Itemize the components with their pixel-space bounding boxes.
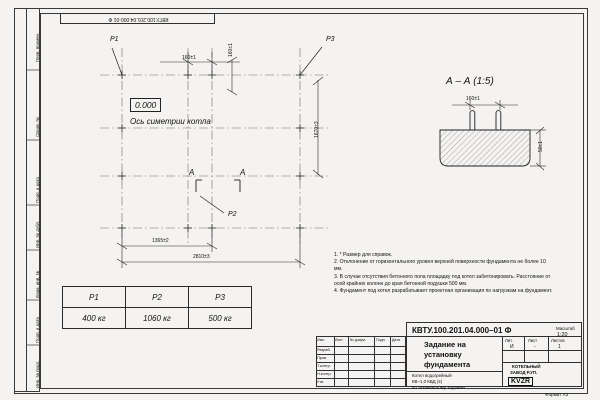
rev-row-label-2: Т.контр. (317, 364, 331, 368)
dim-bottom-1365: 1365±2 (152, 238, 169, 244)
dim-right-1670: 1670±3 (314, 121, 320, 138)
load-value-p1: 400 кг (63, 308, 126, 329)
load-table (62, 286, 252, 329)
dim-bottom-2810: 2810±3 (193, 254, 210, 260)
col-header-izm: Изм. (317, 338, 325, 342)
load-header-p2: Р2 (125, 287, 188, 308)
strip-label-6: Инв. № подл. (35, 360, 40, 388)
title-block-div-1 (406, 336, 582, 337)
dim-top-160: 160±1 (182, 55, 196, 61)
stage-header-sheets: Листов (551, 338, 565, 343)
load-header-p3: Р3 (189, 287, 252, 308)
designation: КВТУ.100.201.04.000–01 Ф (412, 326, 512, 335)
strip-label-2: Подп. и дата (35, 177, 40, 203)
notes-list (334, 252, 554, 295)
foundation-block (440, 130, 530, 166)
stage-value-sheet: - (534, 344, 536, 350)
rev-row-4 (316, 378, 406, 379)
note-1: 1. * Размер для справок. (334, 252, 393, 258)
title-block-div-5 (406, 371, 502, 372)
rev-row-label-3: Н.контр. (317, 372, 332, 376)
company-line-1: КОТЕЛЬНЫЙ (512, 364, 541, 369)
rev-row-3 (316, 370, 406, 371)
title-line-1: Задание на (424, 340, 466, 349)
title-block-div-3 (502, 350, 582, 351)
mark-p3: Р3 (326, 36, 335, 43)
title-block-div-6 (524, 336, 525, 362)
stage-value-lit: И (510, 344, 514, 350)
title-block-div-4 (502, 362, 582, 363)
strip-label-4: Взам. инв. № (35, 270, 40, 298)
doc-ref-2: КВ–1,0 КВД (4) (412, 379, 443, 384)
col-header-podp: Подп. (376, 338, 386, 342)
level-label: 0.000 (130, 98, 161, 112)
note-3: 3. В случае отсутствия бетонного пола площадку под котел забетонировать. Расстояние от осей крайних колонн до края бетонной подушки 500 мм. (334, 273, 551, 287)
rev-row-0 (316, 346, 406, 347)
company-logo: KVZR (508, 377, 533, 386)
title-line-3: фундамента (424, 360, 471, 369)
note-2: 2. Отклонение от горизонтального уровня верхней поверхности фундамента не более 10 мм. (334, 259, 546, 273)
rev-col-2 (348, 336, 349, 387)
load-value-p2: 1060 кг (125, 308, 188, 329)
rev-col-1 (334, 336, 335, 387)
section-mark-right: А (240, 168, 246, 177)
note-4: 4. Фундамент под котел разрабатывает проектная организация по нагрузкам на фундамент. (334, 288, 553, 295)
scale-label: Масштаб (556, 326, 575, 331)
doc-ref-3: по техническому заданию (412, 385, 465, 390)
dim-top-160-vertical: 160±1 (228, 43, 234, 57)
section-mark-left: А (189, 168, 195, 177)
title-line-2: установку (424, 350, 462, 359)
rev-col-4 (390, 336, 391, 387)
mark-p1: Р1 (110, 36, 119, 43)
top-stamp-text: КВТУ.100.201.04.000-01 Ф (108, 15, 169, 22)
col-header-docum: № докум. (350, 338, 366, 342)
stage-header-lit: Лит. (505, 338, 513, 343)
mark-p2: Р2 (228, 211, 237, 218)
rev-row-1 (316, 354, 406, 355)
col-header-list: Лист (335, 338, 343, 342)
rev-row-label-0: Разраб. (317, 348, 331, 352)
rev-row-label-4: Утв. (317, 380, 325, 384)
strip-label-3: Инв. № дубл. (35, 220, 40, 248)
rev-row-2 (316, 362, 406, 363)
axis-label: Ось симетрии котла (130, 117, 211, 126)
table-row-values (63, 308, 252, 329)
stage-header-sheet: Лист (528, 338, 538, 343)
section-dim-height: 50±1 (538, 140, 544, 152)
col-header-data: Дата (392, 338, 400, 342)
section-dim-width: 160±1 (466, 96, 480, 102)
section-title: А – А (1:5) (446, 76, 494, 87)
stage-value-sheets: 1 (558, 344, 561, 350)
strip-label-1: Справ. № (35, 117, 40, 137)
rev-row-label-1: Пров. (317, 356, 328, 360)
sheet-format: Формат А3 (545, 392, 569, 397)
title-block-div-7 (548, 336, 549, 362)
load-value-p3: 500 кг (189, 308, 252, 329)
company-line-2: ЗАВОД Р.УП. (510, 370, 538, 375)
table-row-headers (63, 287, 252, 308)
strip-label-0: Перв. примен. (35, 32, 40, 62)
strip-label-5: Подп. и дата (35, 317, 40, 343)
doc-ref-1: Котел водогрейный (412, 373, 452, 378)
rev-col-3 (374, 336, 375, 387)
load-header-p1: Р1 (63, 287, 126, 308)
scale-value: 1:20 (557, 332, 568, 338)
